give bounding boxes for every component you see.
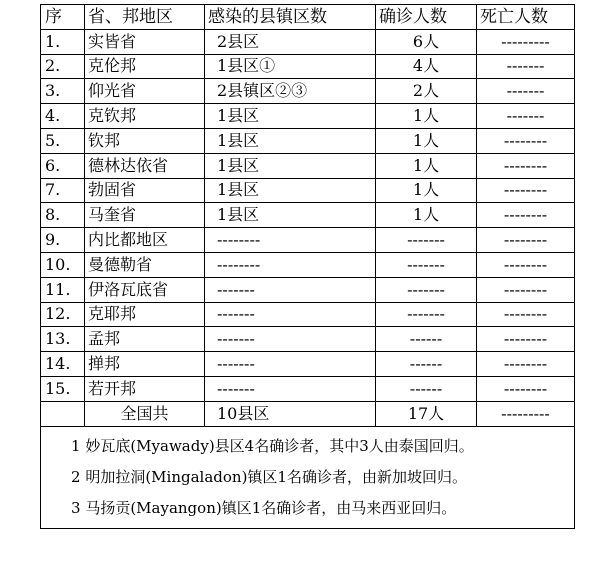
- region-name: 德林达依省: [85, 153, 205, 178]
- towns-count: -------: [205, 302, 376, 327]
- table-row: [41, 54, 575, 79]
- region-name: 克钦邦: [85, 104, 205, 129]
- notes-cell: [41, 426, 575, 528]
- table-row: [41, 277, 575, 302]
- row-number: 8.: [41, 203, 85, 228]
- towns-count: 1县区: [205, 153, 376, 178]
- region-name: 勃固省: [85, 178, 205, 203]
- row-number: 11.: [41, 277, 85, 302]
- header-region: 省、邦地区: [85, 5, 205, 30]
- footnote-text: 明加拉洞(Mingaladon)镇区1名确诊者，由新加坡回归。: [85, 467, 467, 486]
- deaths-count: --------: [477, 352, 575, 377]
- footnote: [71, 462, 574, 493]
- confirmed-count: 1人: [376, 128, 477, 153]
- deaths-count: ---------: [477, 29, 575, 54]
- confirmed-count: -------: [376, 228, 477, 253]
- towns-count: -------: [205, 352, 376, 377]
- row-number: 1.: [41, 29, 85, 54]
- total-confirmed: 17人: [376, 401, 477, 426]
- region-name: 马奎省: [85, 203, 205, 228]
- region-name: 克耶邦: [85, 302, 205, 327]
- towns-count: 2县镇区②③: [205, 79, 376, 104]
- table-row: [41, 29, 575, 54]
- deaths-count: --------: [477, 302, 575, 327]
- row-number: 6.: [41, 153, 85, 178]
- towns-count: 2县区: [205, 29, 376, 54]
- confirmed-count: ------: [376, 376, 477, 401]
- row-number: 13.: [41, 327, 85, 352]
- footnote-text: 妙瓦底(Myawady)县区4名确诊者，其中3人由泰国回归。: [85, 436, 474, 455]
- confirmed-count: -------: [376, 302, 477, 327]
- towns-count: 1县区: [205, 128, 376, 153]
- region-name: 孟邦: [85, 327, 205, 352]
- row-number: 5.: [41, 128, 85, 153]
- deaths-count: --------: [477, 128, 575, 153]
- row-number: 7.: [41, 178, 85, 203]
- region-name: 若开邦: [85, 376, 205, 401]
- table-row: [41, 252, 575, 277]
- confirmed-count: 1人: [376, 178, 477, 203]
- region-name: 掸邦: [85, 352, 205, 377]
- table-row: [41, 153, 575, 178]
- towns-count: 1县区: [205, 178, 376, 203]
- header-no: 序: [41, 5, 85, 30]
- row-number: 14.: [41, 352, 85, 377]
- deaths-count: -------: [477, 104, 575, 129]
- table-row: [41, 203, 575, 228]
- deaths-count: -------: [477, 79, 575, 104]
- row-number: 10.: [41, 252, 85, 277]
- deaths-count: --------: [477, 153, 575, 178]
- confirmed-count: -------: [376, 277, 477, 302]
- confirmed-count: -------: [376, 252, 477, 277]
- row-number: 12.: [41, 302, 85, 327]
- confirmed-count: ------: [376, 352, 477, 377]
- region-name: 钦邦: [85, 128, 205, 153]
- region-name: 内比都地区: [85, 228, 205, 253]
- confirmed-count: ------: [376, 327, 477, 352]
- total-label: 全国共: [85, 401, 205, 426]
- deaths-count: --------: [477, 327, 575, 352]
- header-towns: 感染的县镇区数: [205, 5, 376, 30]
- total-no-cell: [41, 401, 85, 426]
- deaths-count: --------: [477, 203, 575, 228]
- table-row: [41, 327, 575, 352]
- region-name: 曼德勒省: [85, 252, 205, 277]
- covid-stats-sheet: [40, 4, 562, 529]
- row-number: 9.: [41, 228, 85, 253]
- table-row: [41, 376, 575, 401]
- footnote: [71, 431, 574, 462]
- towns-count: --------: [205, 252, 376, 277]
- footnote-number: 3: [71, 498, 81, 517]
- confirmed-count: 1人: [376, 104, 477, 129]
- stats-table: [40, 4, 575, 529]
- region-name: 伊洛瓦底省: [85, 277, 205, 302]
- deaths-count: --------: [477, 252, 575, 277]
- table-row: [41, 352, 575, 377]
- confirmed-count: 1人: [376, 203, 477, 228]
- confirmed-count: 2人: [376, 79, 477, 104]
- deaths-count: --------: [477, 228, 575, 253]
- region-name: 实皆省: [85, 29, 205, 54]
- table-row: [41, 128, 575, 153]
- row-number: 15.: [41, 376, 85, 401]
- towns-count: 1县区①: [205, 54, 376, 79]
- footnote: [71, 493, 574, 524]
- row-number: 3.: [41, 79, 85, 104]
- header-confirmed: 确诊人数: [376, 5, 477, 30]
- region-name: 克伦邦: [85, 54, 205, 79]
- towns-count: -------: [205, 277, 376, 302]
- total-deaths: ---------: [477, 401, 575, 426]
- table-row: [41, 79, 575, 104]
- deaths-count: --------: [477, 277, 575, 302]
- row-number: 2.: [41, 54, 85, 79]
- total-row: [41, 401, 575, 426]
- region-name: 仰光省: [85, 79, 205, 104]
- header-row: [41, 5, 575, 30]
- confirmed-count: 1人: [376, 153, 477, 178]
- deaths-count: --------: [477, 178, 575, 203]
- footnote-number: 1: [71, 436, 81, 455]
- towns-count: 1县区: [205, 104, 376, 129]
- table-row: [41, 178, 575, 203]
- towns-count: -------: [205, 327, 376, 352]
- towns-count: -------: [205, 376, 376, 401]
- table-row: [41, 302, 575, 327]
- footnote-text: 马扬贡(Mayangon)镇区1名确诊者，由马来西亚回归。: [85, 498, 457, 517]
- towns-count: --------: [205, 228, 376, 253]
- table-row: [41, 228, 575, 253]
- header-deaths: 死亡人数: [477, 5, 575, 30]
- total-towns: 10县区: [205, 401, 376, 426]
- table-row: [41, 104, 575, 129]
- towns-count: 1县区: [205, 203, 376, 228]
- deaths-count: -------: [477, 54, 575, 79]
- table-body: [41, 29, 575, 401]
- confirmed-count: 4人: [376, 54, 477, 79]
- footnote-number: 2: [71, 467, 81, 486]
- row-number: 4.: [41, 104, 85, 129]
- notes-row: [41, 426, 575, 528]
- confirmed-count: 6人: [376, 29, 477, 54]
- deaths-count: --------: [477, 376, 575, 401]
